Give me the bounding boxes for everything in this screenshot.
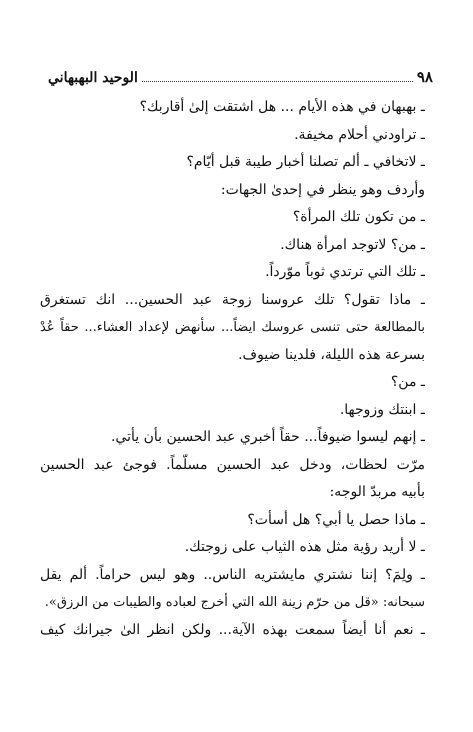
text-line: ـ من؟ لاتوجد امرأة هناك. [280, 236, 425, 253]
text-line: ـ بهبهان في هذه الأيام ... هل اشتقت إلىٰ أقاربك؟ [139, 99, 425, 115]
text-line: مرّت لحظات، ودخل عبد الحسين مسلّماً. فوجئ عبد الحسين [40, 456, 425, 473]
header-leader-dots [142, 81, 413, 82]
text-line: ـ تلك التي ترتدي ثوباً موّرداً. [265, 264, 425, 280]
text-line: ـ من؟ [390, 374, 425, 390]
page-header [48, 66, 433, 86]
text-line: ـ من تكون تلك المرأة؟ [292, 209, 425, 225]
text-line: وأردف وهو ينظر في إحدىٰ الجهات: [220, 181, 425, 198]
text-line: سبحانه: «قل من حرّم زينة الله التي أخرج لعباده والطيبات من الرزق». [44, 595, 425, 610]
text-line: ـ تراودني أحلام مخيفة. [294, 126, 425, 143]
text-line: ـ لاتخافي ـ ألم تصلنا أخبار طيبة قبل أيّام؟ [186, 154, 425, 170]
text-line: ـ ماذا حصل يا أبي؟ هل أسأت؟ [247, 511, 425, 528]
text-line: بسرعة هذه الليلة، فلدينا ضيوف. [238, 346, 425, 363]
book-title: الوحيد البهبهاني [48, 70, 138, 86]
text-line: بالمطالعة حتى تنسى عروسك ايضاً... سأنهض لإعداد العشاء... حقاً عُدْ [40, 320, 425, 335]
text-line: ـ لا أريد رؤية مثل هذه الثياب على زوجتك. [184, 539, 425, 555]
text-line: ـ إنهم ليسوا ضيوفاً... حقاً أخبري عبد الحسين بأن يأتي. [110, 429, 425, 445]
text-line: ـ ابنتك وزوجها. [339, 401, 425, 418]
page-number: ٩٨ [416, 68, 433, 86]
text-line: ـ نعم أنا أيضاً سمعت بهذه الآية... ولكن انظر الىٰ جيرانك كيف [40, 621, 425, 638]
text-line: ـ ماذا تقول؟ تلك عروسنا زوجة عبد الحسين... انك تستغرق [40, 291, 425, 308]
text-line: ـ ولِمَ؟ إننا نشتري مايشتريه الناس.. وهو ليس حراماً. ألم يقل [40, 566, 425, 583]
page-body [40, 94, 425, 644]
text-line: بأبيه مربدّ الوجه: [329, 484, 425, 500]
